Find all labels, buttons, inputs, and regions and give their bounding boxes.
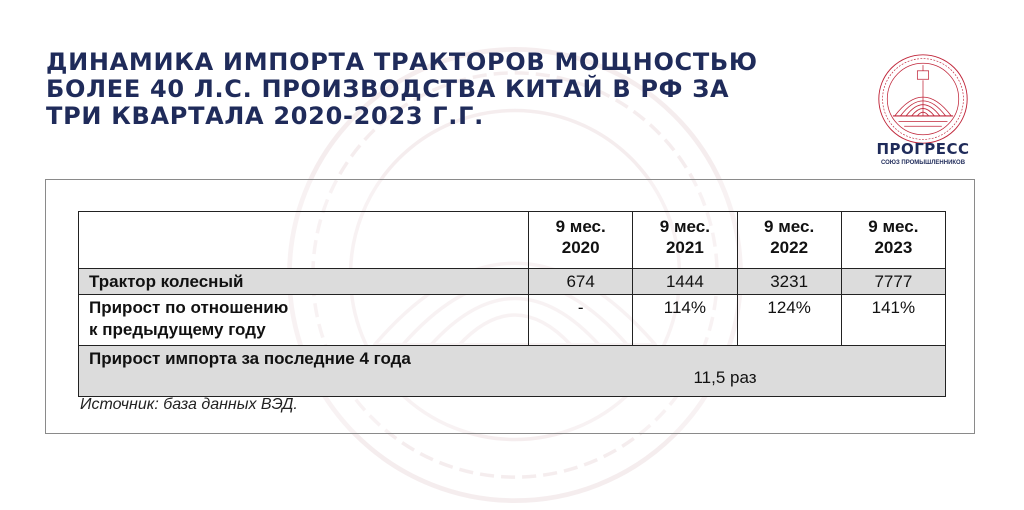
title-line-3: ТРИ КВАРТАЛА 2020-2023 Г.Г. xyxy=(46,102,484,130)
header-row xyxy=(79,212,946,269)
header-2022 xyxy=(737,212,841,269)
growth-2020: - xyxy=(529,295,633,346)
header-corner-cell xyxy=(79,212,529,269)
wheel-tractor-2020: 674 xyxy=(529,269,633,295)
title-line-2: БОЛЕЕ 40 Л.С. ПРОИЗВОДСТВА КИТАЙ В РФ ЗА xyxy=(46,75,730,103)
header-2023-year: 2023 xyxy=(874,238,913,257)
table-row-growth xyxy=(79,295,946,346)
header-2022-year: 2022 xyxy=(770,238,809,257)
header-2022-period: 9 мес. xyxy=(764,217,815,236)
wheel-tractor-2022: 3231 xyxy=(737,269,841,295)
wheel-tractor-2023: 7777 xyxy=(841,269,945,295)
total-growth-value: 11,5 раз xyxy=(693,368,757,387)
progress-logo xyxy=(868,52,978,172)
header-2023 xyxy=(841,212,945,269)
header-2021-year: 2021 xyxy=(665,238,704,257)
header-2023-period: 9 мес. xyxy=(868,217,919,236)
header-2021 xyxy=(633,212,737,269)
header-2021-period: 9 мес. xyxy=(659,217,710,236)
page-title xyxy=(46,49,846,130)
growth-2022: 124% xyxy=(737,295,841,346)
header-2020-period: 9 мес. xyxy=(555,217,606,236)
growth-label xyxy=(79,295,529,346)
total-growth-label: Прирост импорта за последние 4 года xyxy=(89,349,411,368)
header-2020-year: 2020 xyxy=(561,238,600,257)
logo-tagline: СОЮЗ ПРОМЫШЛЕННИКОВ xyxy=(880,160,966,166)
wheel-tractor-2021: 1444 xyxy=(633,269,737,295)
logo-name: ПРОГРЕСС xyxy=(876,140,970,158)
source-note: Источник: база данных ВЭД. xyxy=(80,396,298,413)
growth-label-line-2: к предыдущему году xyxy=(89,320,266,339)
wheel-tractor-label: Трактор колесный xyxy=(79,269,529,295)
header-2020 xyxy=(529,212,633,269)
growth-2023: 141% xyxy=(841,295,945,346)
progress-emblem-icon xyxy=(876,52,970,146)
growth-label-line-1: Прирост по отношению xyxy=(89,298,289,317)
title-line-1: ДИНАМИКА ИМПОРТА ТРАКТОРОВ МОЩНОСТЬЮ xyxy=(46,48,758,76)
table-row-wheel-tractor xyxy=(79,269,946,295)
growth-2021: 114% xyxy=(633,295,737,346)
